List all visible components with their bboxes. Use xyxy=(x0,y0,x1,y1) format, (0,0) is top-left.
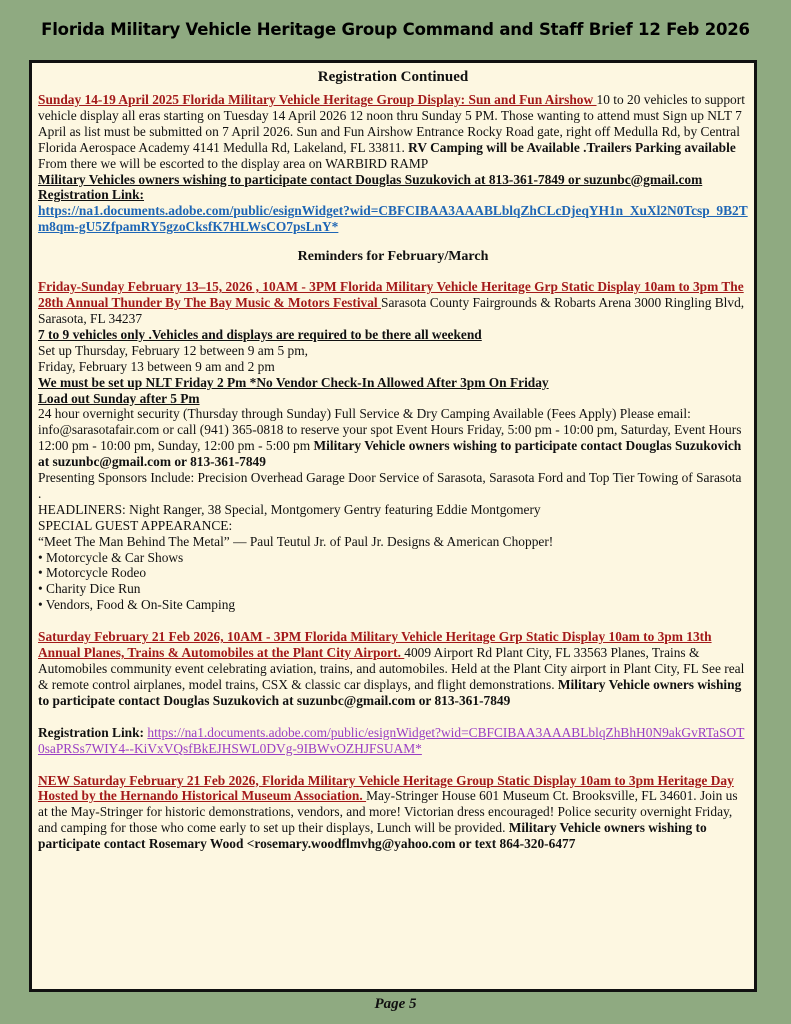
section-title-reminders: Reminders for February/March xyxy=(297,249,489,265)
page-number: Page 5 xyxy=(374,996,417,1012)
thunder-load-out: Load out Sunday after 5 Pm xyxy=(38,390,200,406)
sun-fun-body-2: From there we will be escorted to the display area on WARBIRD RAMP xyxy=(38,155,429,171)
section-title-registration: Registration Continued xyxy=(317,69,469,85)
list-item: • Motorcycle & Car Shows xyxy=(38,549,184,565)
heritage-day-contact: Military Vehicle owners wishing to participate contact Rosemary Wood <rosemary.woodflmvhg@yahoo.com or text 864-320-6477 xyxy=(38,820,707,852)
plant-city-registration-link[interactable]: https://na1.documents.adobe.com/public/esignWidget?wid=CBFCIBAA3AAABLblqZhBhH0N9akGvRTaSOT0saPRSs7WIY4--KiVxVQsfBkEJHSWL0DVg-9IBWvOZHJFSUAM* xyxy=(38,724,745,756)
thunder-setup-thursday: Set up Thursday, February 12 between 9 am 5 pm, xyxy=(38,342,308,358)
thunder-contact: Military Vehicle owners wishing to participate contact Douglas Suzukovich at suzunbc@gmail.com or 813-361-7849 xyxy=(38,438,742,470)
plant-city-contact: Military Vehicle owners wishing to participate contact Douglas Suzukovich at suzunbc@gmail.com or 813-361-7849 xyxy=(38,676,742,708)
heritage-day-body: May-Stringer House 601 Museum Ct. Brooksville, FL 34601. Join us at the May-Stringer for historic demonstrations, vendors, and more! Victorian dress encouraged! Police security overnight Friday, and camping for those who come early to set up their displays, Lunch will be provided. xyxy=(38,788,738,836)
plant-city-paragraph xyxy=(38,629,748,709)
plant-city-body: 4009 Airport Rd Plant City, FL 33563 Planes, Trains & Automobiles community event celebrating aviation, trains, and automobiles. Held at the Plant City airport in Plant City, FL See real & remote control airplanes, model trains, CSX & classic car displays, and flight demonstrations. xyxy=(38,645,745,692)
thunder-setup-deadline: We must be set up NLT Friday 2 Pm *No Vendor Check-In Allowed After 3pm On Friday xyxy=(38,374,549,390)
thunder-quote: “Meet The Man Behind The Metal” — Paul Teutul Jr. of Paul Jr. Designs & American Chopper! xyxy=(38,533,554,549)
thunder-security-paragraph xyxy=(38,406,748,470)
sun-fun-rv-note: RV Camping will be Available .Trailers Parking available xyxy=(408,139,736,155)
list-item: • Vendors, Food & On-Site Camping xyxy=(38,597,236,613)
heritage-day-paragraph xyxy=(38,773,748,853)
plant-city-registration-label: Registration Link: xyxy=(38,724,148,740)
plant-city-heading: Saturday February 21 Feb 2026, 10AM - 3PM Florida Military Vehicle Heritage Grp Static Display 10am to 3pm 13th Annual Planes, Trains & Automobiles at the Plant City Airport. xyxy=(38,629,712,661)
sun-fun-body: 10 to 20 vehicles to support vehicle display all eras starting on Tuesday 14 April 2026 12 noon thru Sunday 5 PM. Those wanting to attend must Sign up NLT 7 April as list must be submitted on 7 April 2026. Sun and Fun Airshow Entrance Rocky Road gate, right off Medulla Rd, by Central Florida Aerospace Academy 4141 Medulla Rd, Lakeland, FL 33811. xyxy=(38,92,745,155)
sun-fun-paragraph xyxy=(38,92,748,172)
thunder-vehicle-limit: 7 to 9 vehicles only .Vehicles and displays are required to be there all weekend xyxy=(38,326,482,342)
content-panel xyxy=(29,60,757,992)
sun-fun-contact: Military Vehicles owners wishing to participate contact Douglas Suzukovich at 813-361-7849 or suzunbc@gmail.com Registration Link: xyxy=(38,171,703,203)
thunder-heading: Friday-Sunday February 13–15, 2026 , 10AM - 3PM Florida Military Vehicle Heritage Grp Static Display 10am to 3pm The 28th Annual Thunder By The Bay Music & Motors Festival xyxy=(38,279,744,311)
list-item: • Motorcycle Rodeo xyxy=(38,565,147,581)
plant-city-registration xyxy=(38,725,748,757)
sun-fun-registration-link[interactable]: https://na1.documents.adobe.com/public/esignWidget?wid=CBFCIBAA3AAABLblqZhCLcDjeqYH1n_XuXl2N0Tcsp_9B2Tm8qm-gU5ZfpamRY5gzoCksfK7HLWsCO7psLnY* xyxy=(38,203,748,235)
list-item: • Charity Dice Run xyxy=(38,581,141,597)
sun-fun-heading: Sunday 14-19 April 2025 Florida Military Vehicle Heritage Group Display: Sun and Fun Airshow xyxy=(38,92,597,107)
thunder-security: 24 hour overnight security (Thursday through Sunday) Full Service & Dry Camping Available (Fees Apply) Please email: info@sarasotafair.com or call (941) 365-0818 to reserve your spot Event Hours Friday, 5:00 pm - 10:00 pm, Saturday, Event Hours 12:00 pm - 10:00 pm, Sunday, 12:00 pm - 5:00 pm xyxy=(38,406,742,454)
thunder-guest: SPECIAL GUEST APPEARANCE: xyxy=(38,517,233,533)
thunder-sponsors: Presenting Sponsors Include: Precision Overhead Garage Door Service of Sarasota, Sarasota Ford and Top Tier Towing of Sarasota . xyxy=(38,470,742,501)
thunder-paragraph xyxy=(38,279,748,327)
thunder-headliners: HEADLINERS: Night Ranger, 38 Special, Montgomery Gentry featuring Eddie Montgomery xyxy=(38,501,541,517)
heritage-day-heading: NEW Saturday February 21 Feb 2026, Florida Military Vehicle Heritage Group Static Display 10am to 3pm Heritage Day Hosted by the Hernando Historical Museum Association. xyxy=(38,772,734,804)
newsletter-title: Florida Military Vehicle Heritage Group Command and Staff Brief 12 Feb 2026 xyxy=(41,20,750,39)
thunder-location: Sarasota County Fairgrounds & Robarts Arena 3000 Ringling Blvd, Sarasota, FL 34237 xyxy=(38,295,745,326)
thunder-setup-friday: Friday, February 13 between 9 am and 2 pm xyxy=(38,358,275,374)
